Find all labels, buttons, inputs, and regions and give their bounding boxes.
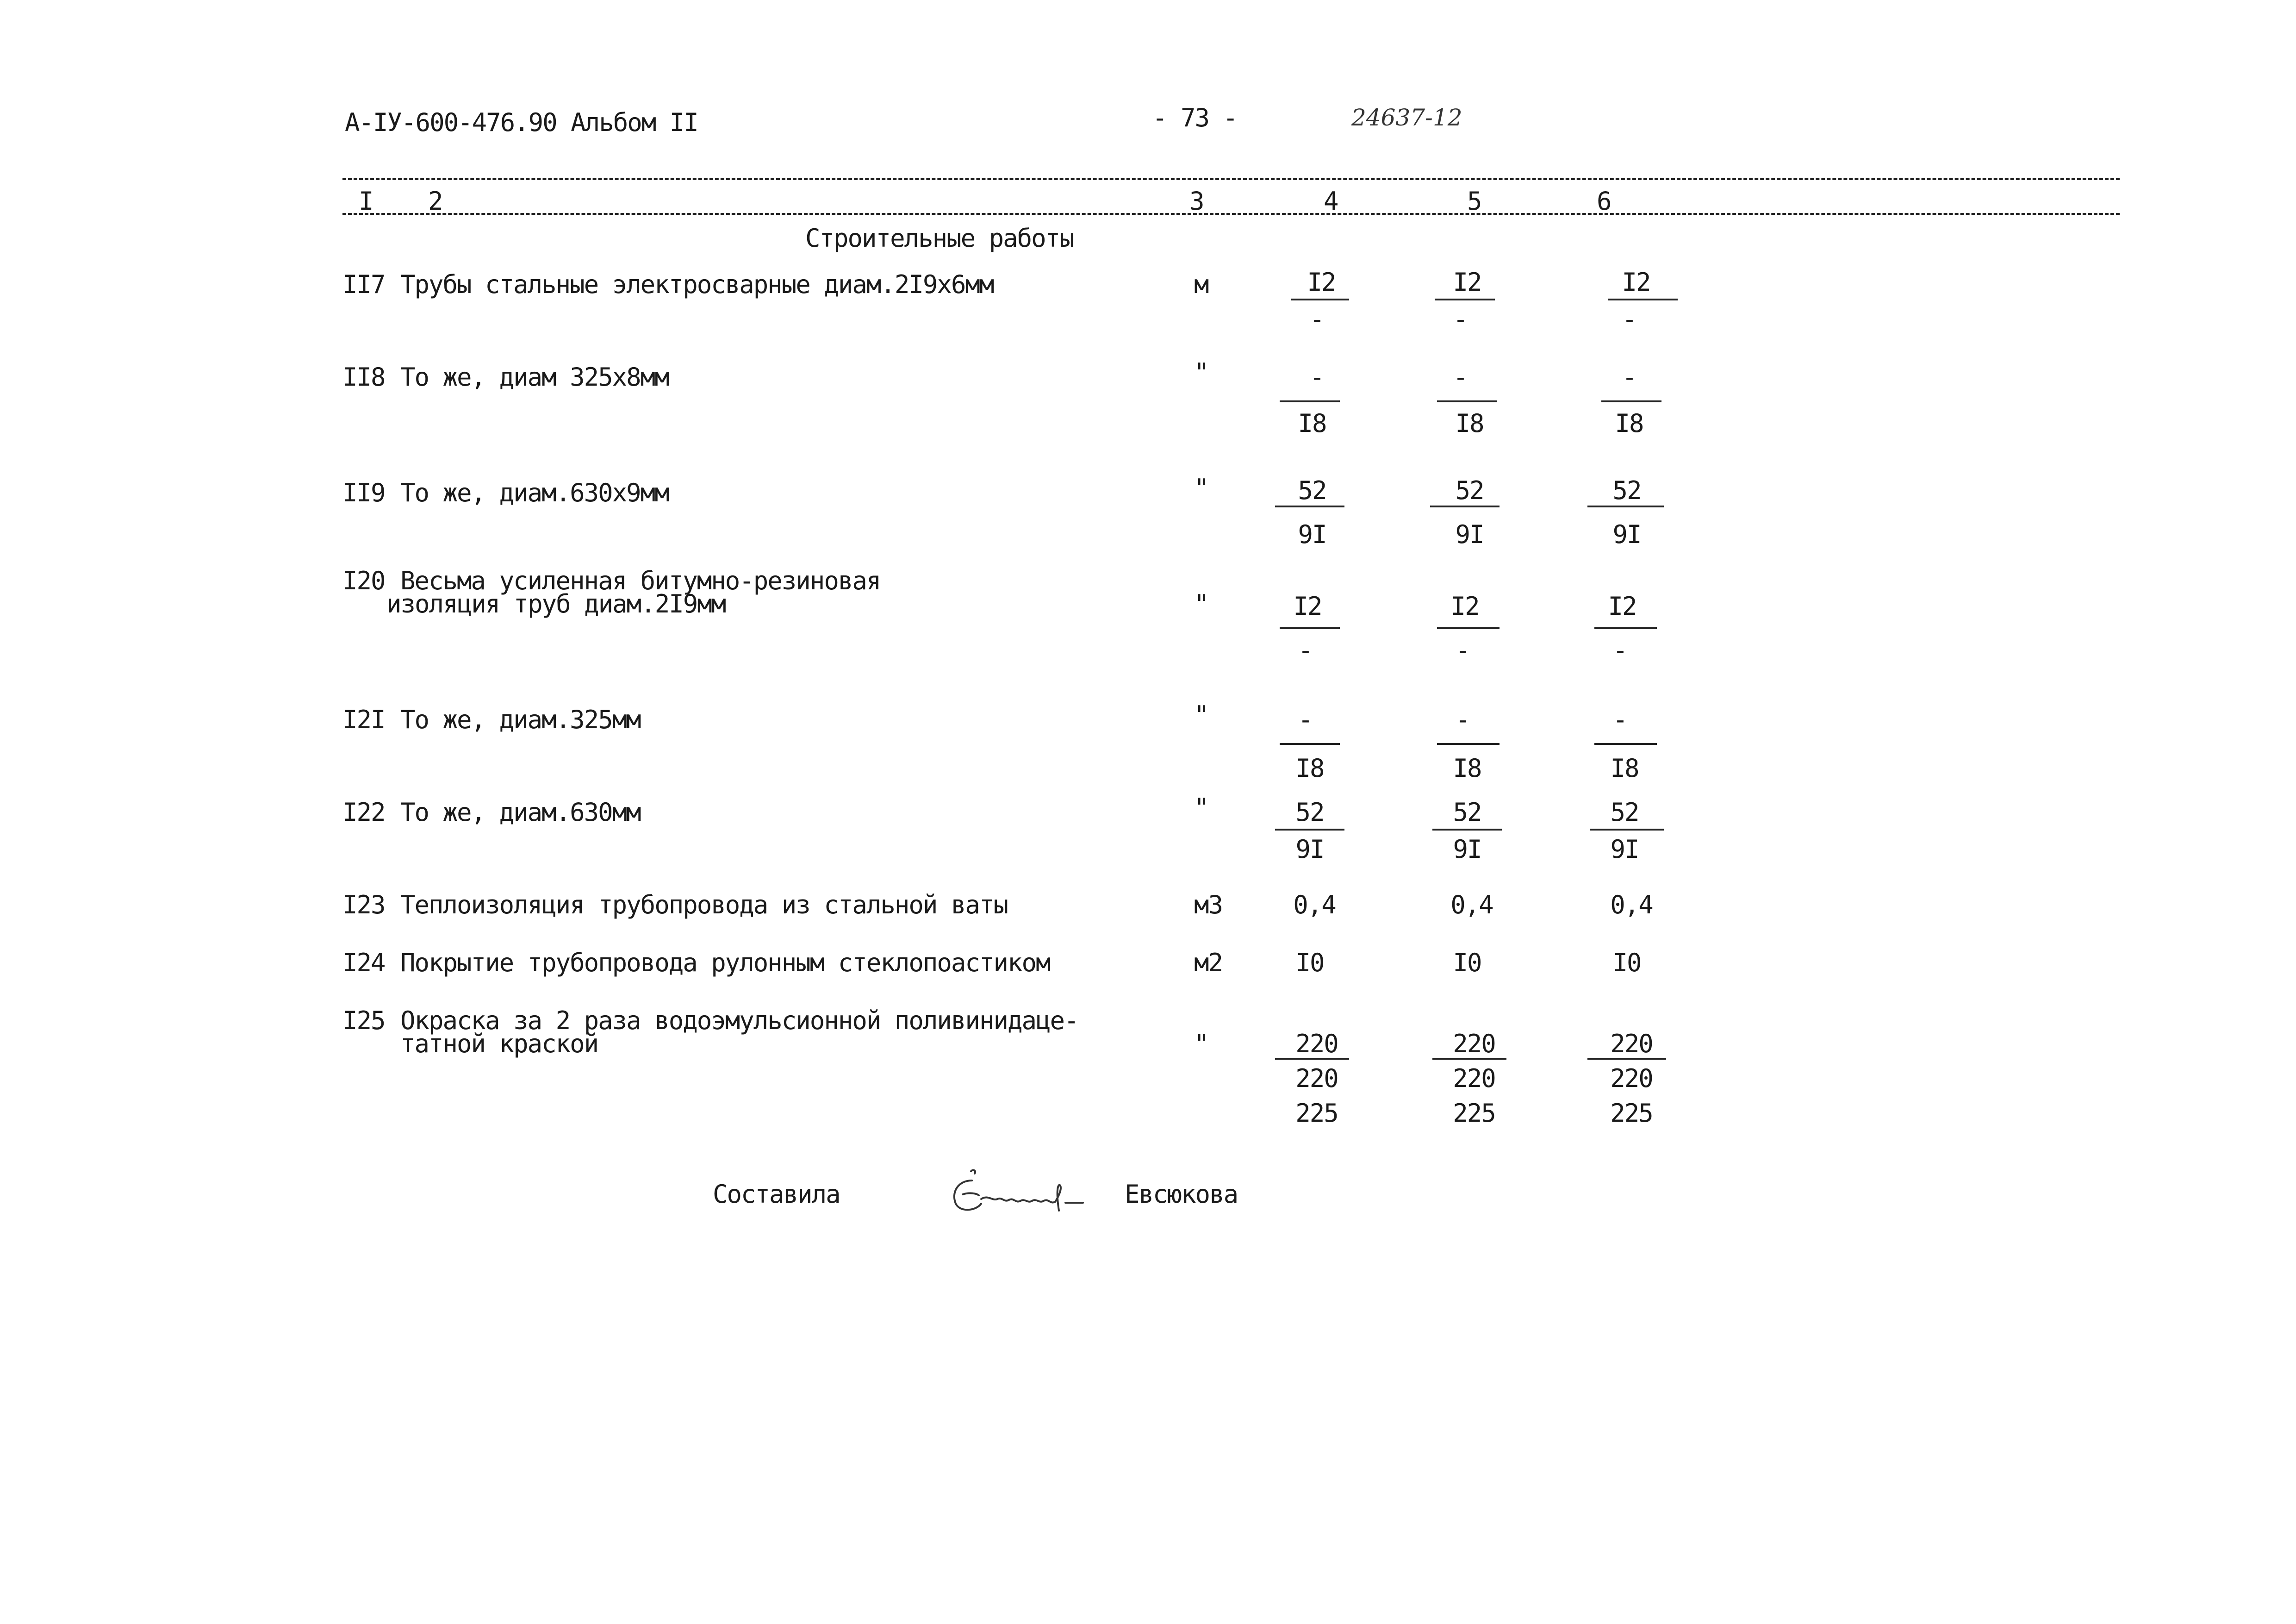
row-unit: м3 — [1194, 890, 1223, 919]
value-bottom: 9I — [1612, 520, 1641, 549]
table-header-rule — [342, 213, 2120, 215]
value-top: 220 — [1610, 1029, 1653, 1058]
row-unit: м2 — [1194, 948, 1223, 977]
fraction-line — [1280, 627, 1340, 629]
row-name: Покрытие трубопровода рулонным стеклопоастиком — [400, 948, 1050, 977]
value-bottom: - — [1612, 636, 1627, 665]
value-bottom: - — [1453, 305, 1468, 334]
value-middle: 220 — [1453, 1064, 1495, 1093]
value-top: - — [1453, 362, 1468, 392]
value-bottom: - — [1455, 636, 1470, 665]
value-top: 52 — [1610, 798, 1639, 827]
table-top-rule — [342, 178, 2120, 180]
row-name-line-2: татной краской — [400, 1029, 598, 1058]
value-top: 52 — [1612, 476, 1641, 505]
fraction-line — [1587, 1058, 1666, 1060]
value-top: 52 — [1455, 476, 1484, 505]
value-bottom: I8 — [1455, 409, 1484, 438]
fraction-line — [1275, 1058, 1349, 1060]
row-unit: " — [1194, 358, 1208, 387]
fraction-line — [1432, 1058, 1506, 1060]
column-header-2: 2 — [428, 187, 442, 216]
row-number: I23 — [342, 890, 385, 919]
value-top: I2 — [1453, 268, 1481, 297]
value-bottom: 225 — [1295, 1099, 1338, 1128]
row-unit: м — [1194, 270, 1208, 299]
column-header-1: I — [359, 187, 373, 216]
fraction-line — [1587, 506, 1664, 507]
value-top: 220 — [1295, 1029, 1338, 1058]
section-title: Строительные работы — [805, 224, 1074, 253]
value-bottom: 225 — [1453, 1099, 1495, 1128]
value-middle: 220 — [1610, 1064, 1653, 1093]
row-unit: " — [1194, 1029, 1208, 1058]
composed-label: Составила — [713, 1180, 840, 1209]
value-bottom: 9I — [1298, 520, 1326, 549]
fraction-line — [1437, 400, 1497, 402]
row-name: То же, диам 325x8мм — [400, 362, 669, 392]
row-number: I22 — [342, 798, 385, 827]
row-unit: " — [1194, 793, 1208, 822]
fraction-line — [1291, 299, 1349, 300]
row-name: То же, диам.630мм — [400, 798, 641, 827]
value: 0,4 — [1450, 890, 1493, 919]
row-name: То же, диам.325мм — [400, 705, 641, 734]
document-code: А-IУ-600-476.90 Альбом II — [345, 108, 698, 137]
row-unit: " — [1194, 589, 1208, 618]
value-top: - — [1455, 705, 1470, 734]
value-bottom: 9I — [1455, 520, 1484, 549]
column-header-6: 6 — [1597, 187, 1611, 216]
value-top: 52 — [1298, 476, 1326, 505]
fraction-line — [1280, 400, 1340, 402]
column-header-5: 5 — [1467, 187, 1481, 216]
fraction-line — [1594, 743, 1657, 745]
value-top: - — [1309, 362, 1324, 392]
value-bottom: - — [1622, 305, 1636, 334]
row-number: I20 — [342, 566, 385, 595]
value-bottom: I8 — [1298, 409, 1326, 438]
row-name: Трубы стальные электросварные диам.2I9x6мм — [400, 270, 994, 299]
row-unit: " — [1194, 474, 1208, 503]
value: 0,4 — [1610, 890, 1653, 919]
value: 0,4 — [1293, 890, 1336, 919]
signature — [944, 1167, 1120, 1222]
fraction-line — [1275, 829, 1344, 831]
fraction-line — [1601, 400, 1661, 402]
value: I0 — [1295, 948, 1324, 977]
composer-name: Евсюкова — [1125, 1180, 1238, 1209]
row-number: I25 — [342, 1006, 385, 1035]
fraction-line — [1590, 829, 1664, 831]
fraction-line — [1432, 829, 1502, 831]
row-number: II9 — [342, 478, 385, 507]
handwritten-document-number: 24637-12 — [1351, 104, 1462, 131]
row-name: Теплоизоляция трубопровода из стальной ваты — [400, 890, 1008, 919]
value-top: - — [1622, 362, 1636, 392]
row-number: I2I — [342, 705, 385, 734]
value-top: - — [1612, 705, 1627, 734]
value-bottom: I8 — [1610, 754, 1639, 783]
value-bottom: 9I — [1453, 835, 1481, 864]
value-bottom: I8 — [1295, 754, 1324, 783]
row-name-line-2: изоляция труб диам.2I9мм — [386, 589, 726, 618]
column-header-4: 4 — [1324, 187, 1338, 216]
row-name-line-1: Окраска за 2 раза водоэмульсионной поливинидаце- — [400, 1006, 1078, 1035]
row-name-line-1: Весьма усиленная битумно-резиновая — [400, 566, 881, 595]
row-number: II8 — [342, 362, 385, 392]
page-number: - 73 - — [1152, 103, 1238, 132]
value-top: I2 — [1622, 268, 1650, 297]
row-number: II7 — [342, 270, 385, 299]
value-middle: 220 — [1295, 1064, 1338, 1093]
value-top: I2 — [1450, 592, 1479, 621]
value-top: - — [1298, 705, 1313, 734]
value-top: 220 — [1453, 1029, 1495, 1058]
row-unit: " — [1194, 700, 1208, 730]
row-name: То же, диам.630x9мм — [400, 478, 669, 507]
fraction-line — [1594, 627, 1657, 629]
column-header-3: 3 — [1189, 187, 1204, 216]
value-bottom: 9I — [1295, 835, 1324, 864]
fraction-line — [1437, 743, 1500, 745]
value-bottom: - — [1298, 636, 1313, 665]
row-number: I24 — [342, 948, 385, 977]
value: I0 — [1612, 948, 1641, 977]
fraction-line — [1280, 743, 1340, 745]
value-top: 52 — [1295, 798, 1324, 827]
value-bottom: I8 — [1615, 409, 1643, 438]
value-bottom: 9I — [1610, 835, 1639, 864]
value-bottom: 225 — [1610, 1099, 1653, 1128]
value-bottom: - — [1309, 305, 1324, 334]
fraction-line — [1435, 299, 1495, 300]
fraction-line — [1430, 506, 1500, 507]
value-bottom: I8 — [1453, 754, 1481, 783]
fraction-line — [1437, 627, 1500, 629]
value-top: I2 — [1608, 592, 1636, 621]
fraction-line — [1608, 299, 1678, 300]
fraction-line — [1275, 506, 1344, 507]
value-top: 52 — [1453, 798, 1481, 827]
value-top: I2 — [1307, 268, 1336, 297]
value-top: I2 — [1293, 592, 1322, 621]
value: I0 — [1453, 948, 1481, 977]
